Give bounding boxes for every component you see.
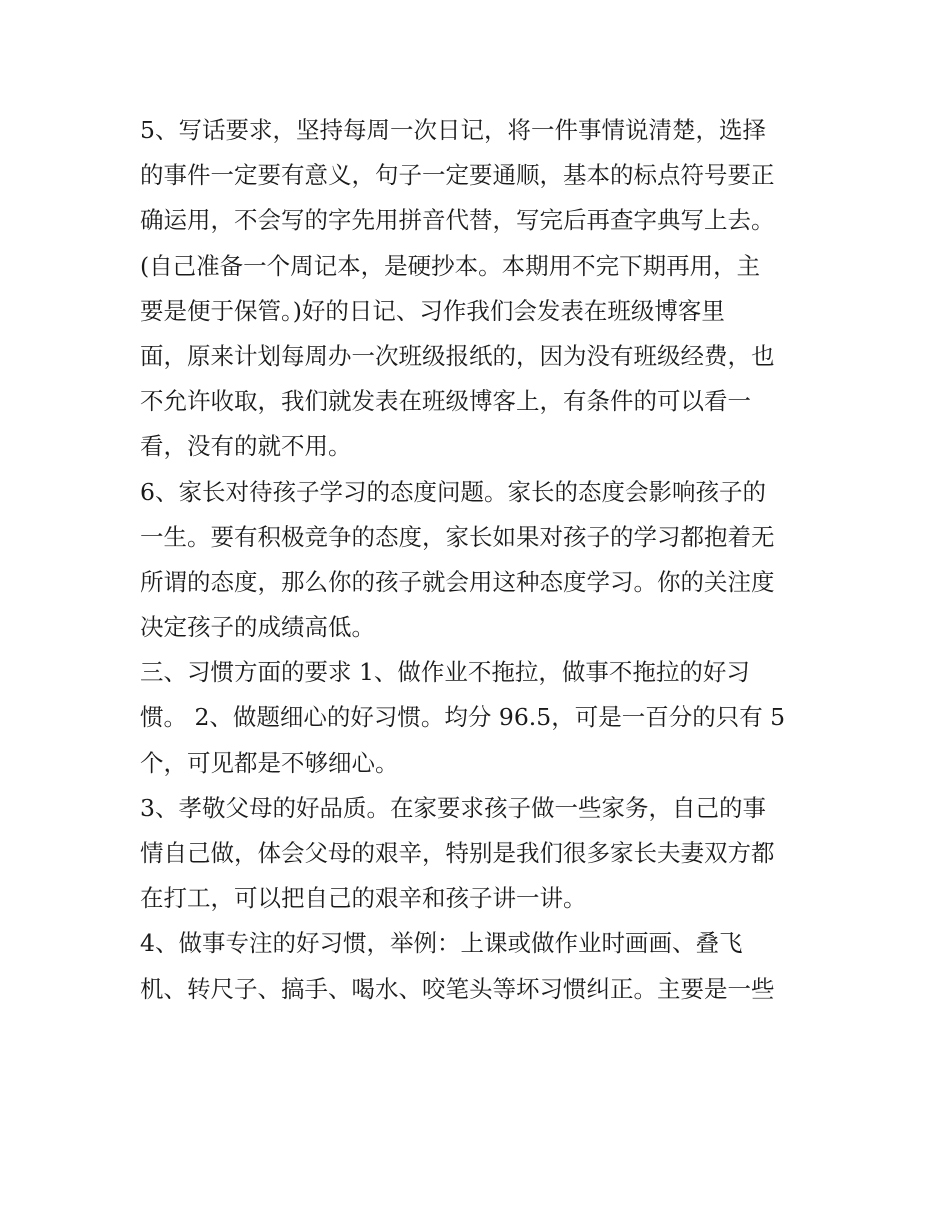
text-line: 看，没有的就不用。 (140, 432, 352, 461)
body-text (140, 108, 820, 1012)
text-line: 6、家长对待孩子学习的态度问题。家长的态度会影响孩子的 (140, 477, 766, 506)
text-line: 个，可见都是不够细心。 (140, 748, 399, 777)
text-line: 情自己做，体会父母的艰辛，特别是我们很多家长夫妻双方都 (140, 839, 775, 867)
text-line: 一生。要有积极竞争的态度，家长如果对孩子的学习都抱着无 (140, 522, 775, 551)
text-line: 机、转尺子、搞手、喝水、咬笔头等坏习惯纠正。主要是一些 (140, 974, 775, 1003)
text-line: 5、写话要求，坚持每周一次日记，将一件事情说清楚，选择 (140, 116, 766, 144)
text-line: (自己准备一个周记本，是硬抄本。本期用不完下期再用，主 (140, 251, 761, 280)
text-line: 4、做事专注的好习惯，举例：上课或做作业时画画、叠飞 (140, 929, 743, 958)
text-line: 在打工，可以把自己的艰辛和孩子讲一讲。 (140, 884, 587, 913)
text-line: 决定孩子的成绩高低。 (140, 613, 375, 642)
text-line: 惯。 2、做题细心的好习惯。均分 96.5，可是一百分的只有 5 (140, 703, 786, 732)
text-line: 所谓的态度，那么你的孩子就会用这种态度学习。你的关注度 (140, 567, 775, 596)
text-line: 不允许收取，我们就发表在班级博客上，有条件的可以看一 (140, 387, 751, 416)
text-line: 要是便于保管。)好的日记、习作我们会发表在班级博客里 (140, 296, 725, 325)
text-line: 面，原来计划每周办一次班级报纸的，因为没有班级经费，也 (140, 341, 775, 370)
text-line: 确运用，不会写的字先用拼音代替，写完后再查字典写上去。 (140, 206, 775, 235)
text-line: 三、习惯方面的要求 1、做作业不拖拉，做事不拖拉的好习 (140, 658, 750, 687)
text-line: 的事件一定要有意义，句子一定要通顺，基本的标点符号要正 (140, 161, 775, 190)
text-line: 3、孝敬父母的好品质。在家要求孩子做一些家务，自己的事 (140, 793, 766, 822)
